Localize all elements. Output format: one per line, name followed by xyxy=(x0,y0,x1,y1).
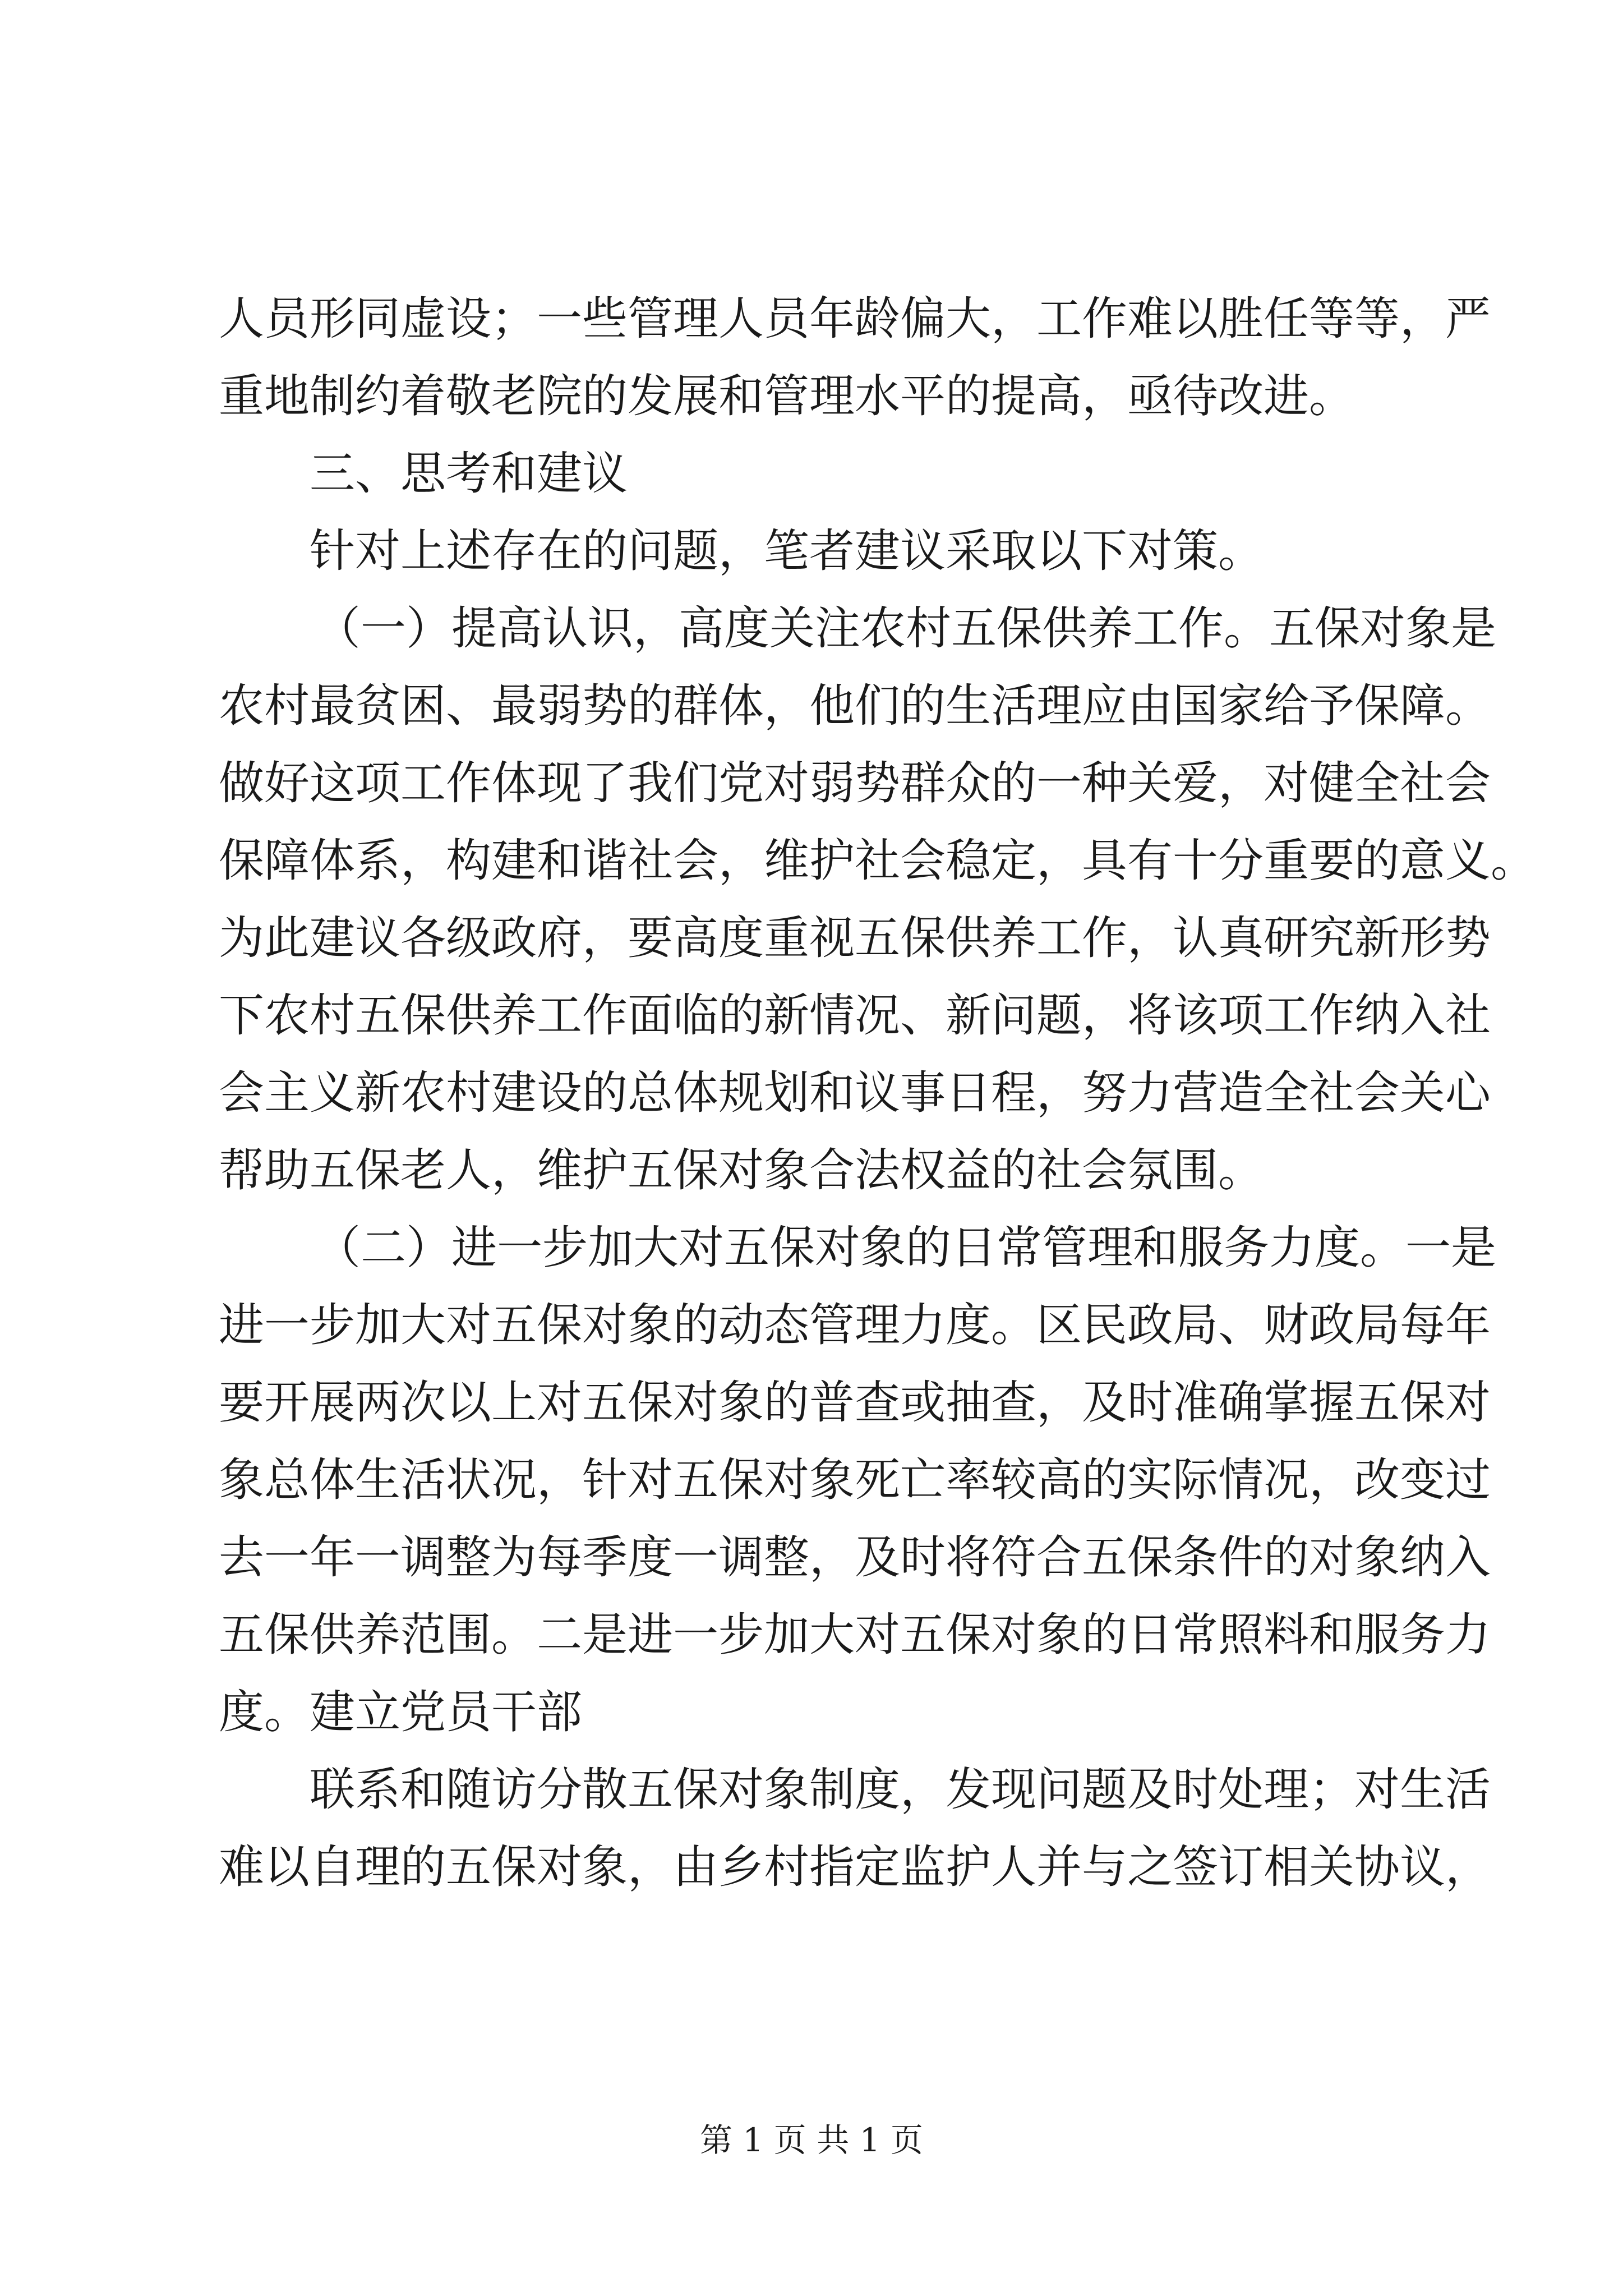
paragraph-line: 联系和随访分散五保对象制度，发现问题及时处理；对生活 xyxy=(310,1764,1491,1816)
paragraph-line: 帮助五保老人，维护五保对象合法权益的社会氛围。 xyxy=(219,1144,1264,1197)
paragraph-line: 度。建立党员干部 xyxy=(219,1686,583,1739)
paragraph-line: （一）提高认识，高度关注农村五保供养工作。五保对象是 xyxy=(315,602,1497,655)
paragraph-line: 难以自理的五保对象，由乡村指定监护人并与之签订相关协议， xyxy=(219,1841,1491,1894)
paragraph-line: 要开展两次以上对五保对象的普查或抽查，及时准确掌握五保对 xyxy=(219,1377,1491,1429)
paragraph-line: 人员形同虚设；一些管理人员年龄偏大，工作难以胜任等等，严 xyxy=(219,293,1491,346)
paragraph-line: 去一年一调整为每季度一调整，及时将符合五保条件的对象纳入 xyxy=(219,1531,1491,1584)
paragraph-line: 农村最贫困、最弱势的群体，他们的生活理应由国家给予保障。 xyxy=(219,680,1491,733)
paragraph-line: 下农村五保供养工作面临的新情况、新问题，将该项工作纳入社 xyxy=(219,990,1491,1042)
paragraph-line: 做好这项工作体现了我们党对弱势群众的一种关爱，对健全社会 xyxy=(219,757,1491,810)
paragraph-line: 会主义新农村建设的总体规划和议事日程，努力营造全社会关心 xyxy=(219,1067,1491,1120)
paragraph-line: 保障体系，构建和谐社会，维护社会稳定，具有十分重要的意义。 xyxy=(219,835,1537,887)
paragraph-line: （二）进一步加大对五保对象的日常管理和服务力度。一是 xyxy=(315,1222,1497,1274)
paragraph-line: 进一步加大对五保对象的动态管理力度。区民政局、财政局每年 xyxy=(219,1299,1491,1352)
paragraph-line: 五保供养范围。二是进一步加大对五保对象的日常照料和服务力 xyxy=(219,1609,1491,1662)
section-heading: 三、思考和建议 xyxy=(310,448,628,500)
paragraph-line: 针对上述存在的问题，笔者建议采取以下对策。 xyxy=(310,525,1264,578)
body-text xyxy=(219,280,1537,1906)
page-number-footer: 第 1 页 共 1 页 xyxy=(700,2121,923,2159)
paragraph-line: 为此建议各级政府，要高度重视五保供养工作，认真研究新形势 xyxy=(219,912,1491,965)
paragraph-line: 重地制约着敬老院的发展和管理水平的提高，亟待改进。 xyxy=(219,370,1355,423)
paragraph-line: 象总体生活状况，针对五保对象死亡率较高的实际情况，改变过 xyxy=(219,1454,1491,1507)
